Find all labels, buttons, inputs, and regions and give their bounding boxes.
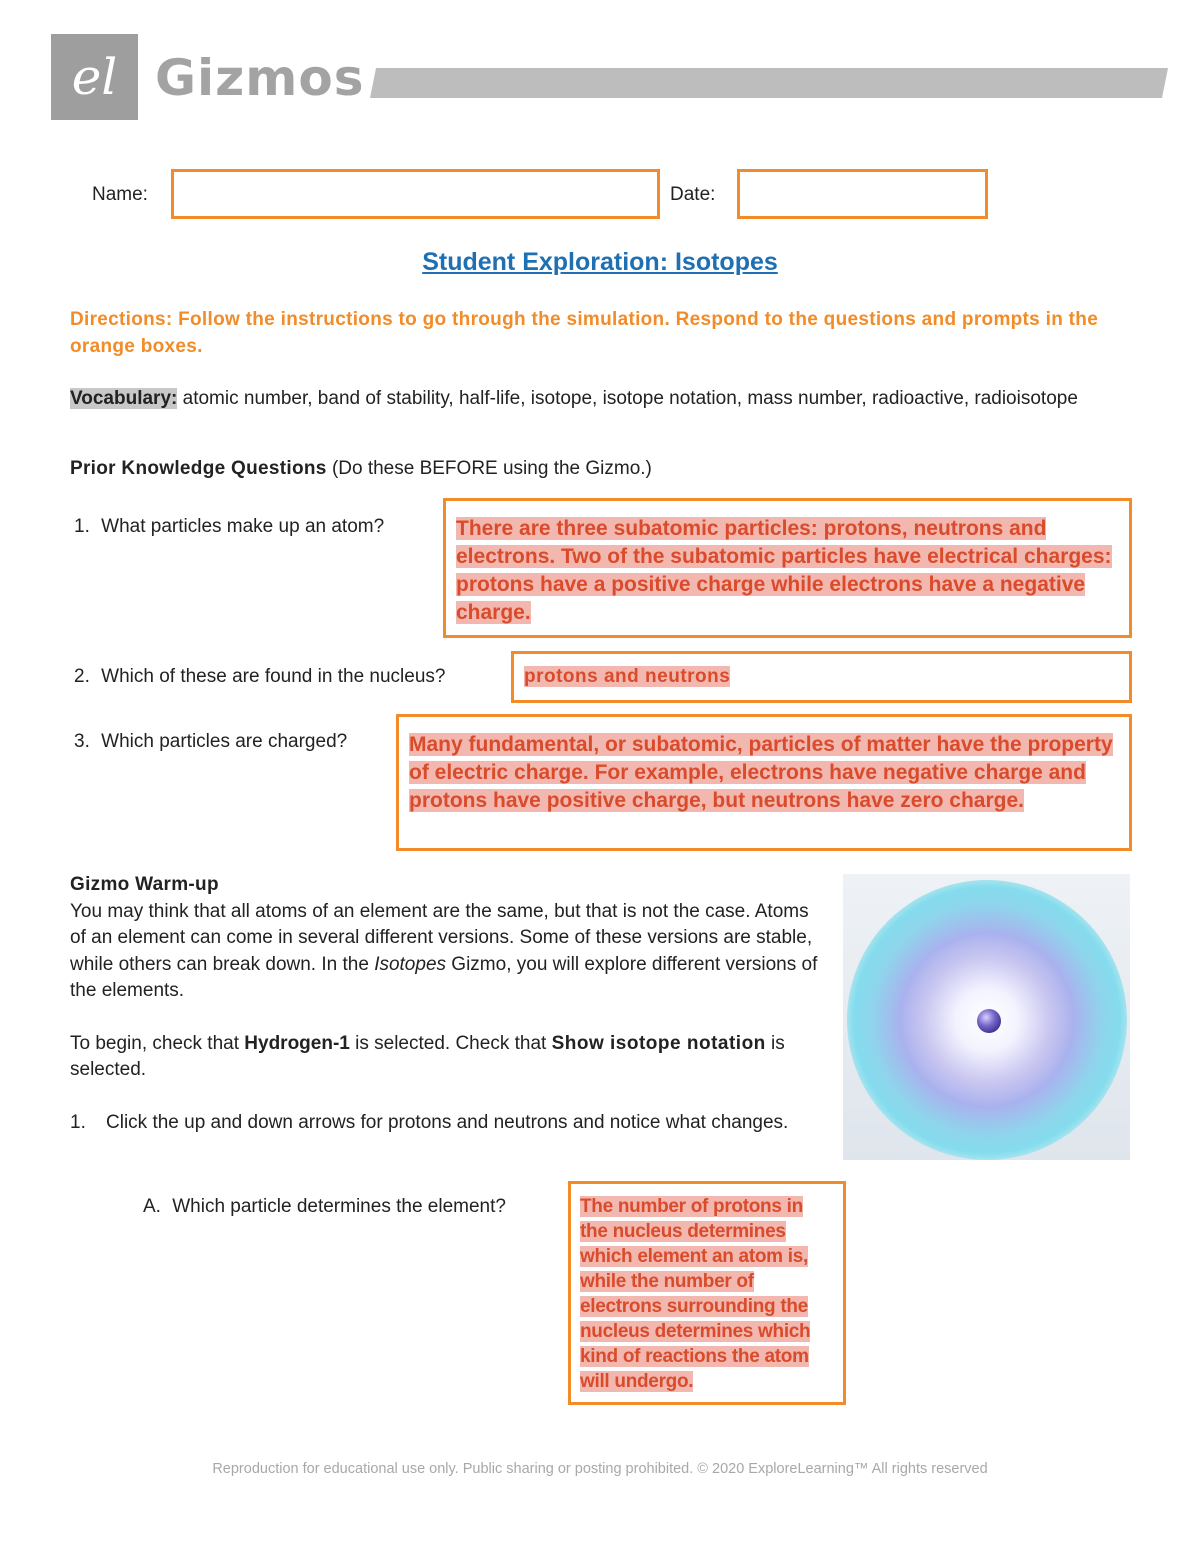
answer-text: Many fundamental, or subatomic, particles of matter have the property of electric charge. For example, electrons have negative charge and protons have positive charge, but neutrons have zero charge. xyxy=(409,733,1113,812)
question-text: Which of these are found in the nucleus? xyxy=(101,666,446,687)
answer-text: There are three subatomic particles: protons, neutrons and electrons. Two of the subatomic particles have electrical charges: protons have a positive charge while electrons have a negative charge. xyxy=(456,517,1112,624)
answer-box-3[interactable] xyxy=(396,714,1132,851)
prior-knowledge-note: (Do these BEFORE using the Gizmo.) xyxy=(331,458,652,479)
sub-letter: A. xyxy=(143,1196,161,1217)
warmup-bold: Hydrogen-1 xyxy=(244,1032,350,1054)
answer-box-2[interactable] xyxy=(511,651,1132,703)
question-2 xyxy=(74,666,445,688)
warmup-step-1 xyxy=(70,1110,820,1137)
answer-box-1[interactable] xyxy=(443,498,1132,638)
warmup-heading: Gizmo Warm-up xyxy=(70,874,219,895)
warmup-bold: Show isotope notation xyxy=(551,1032,766,1054)
question-number: 1. xyxy=(74,516,90,537)
warmup-paragraph-2 xyxy=(70,1031,820,1084)
warmup-text: is selected. Check that xyxy=(349,1032,552,1054)
answer-box-a[interactable] xyxy=(568,1181,846,1405)
page-title: Student Exploration: Isotopes xyxy=(422,248,778,276)
date-label: Date: xyxy=(670,184,716,205)
name-field[interactable] xyxy=(171,169,660,219)
question-number: 3. xyxy=(74,731,90,752)
date-field[interactable] xyxy=(737,169,988,219)
hydrogen-atom-image xyxy=(843,874,1130,1160)
footer-copyright: Reproduction for educational use only. Public sharing or posting prohibited. © 2020 ExploreLearning™ All rights reserved xyxy=(212,1461,988,1477)
vocabulary-label: Vocabulary: xyxy=(70,388,178,409)
warmup-text: is selected. xyxy=(70,1032,785,1080)
warmup-text: Gizmo, you will explore different versions of the elements. xyxy=(70,953,818,1001)
sub-question-a xyxy=(143,1196,506,1218)
step-text: Click the up and down arrows for protons and neutrons and notice what changes. xyxy=(106,1111,789,1133)
answer-text: The number of protons in the nucleus determines which element an atom is, while the number of electrons surrounding the nucleus determines which kind of reactions the atom will undergo. xyxy=(580,1196,811,1392)
explorelearning-logo xyxy=(51,34,138,120)
sub-question-text: Which particle determines the element? xyxy=(172,1196,506,1217)
warmup-section xyxy=(70,872,820,1136)
name-label: Name: xyxy=(92,184,148,205)
vocabulary-section xyxy=(70,386,1130,412)
prior-knowledge-title: Prior Knowledge Questions xyxy=(70,458,327,479)
warmup-text: You may think that all atoms of an element are the same, but that is not the case. Atoms of an element can come in several different versions. Some of these versions are stable, while others can break down. In the xyxy=(70,900,813,975)
warmup-text: To begin, check that xyxy=(70,1032,245,1054)
question-text: What particles make up an atom? xyxy=(101,516,385,537)
question-3 xyxy=(74,731,347,753)
step-number: 1. xyxy=(70,1111,86,1133)
question-number: 2. xyxy=(74,666,90,687)
prior-knowledge-heading xyxy=(70,458,652,480)
warmup-paragraph-1 xyxy=(70,899,820,1005)
gizmo-name: Isotopes xyxy=(374,953,447,975)
question-text: Which particles are charged? xyxy=(101,731,348,752)
vocabulary-terms: atomic number, band of stability, half-life, isotope, isotope notation, mass number, radioactive, radioisotope xyxy=(182,388,1078,409)
answer-text: protons and neutrons xyxy=(524,666,731,687)
header-divider-bar xyxy=(370,68,1168,98)
directions-text: Directions: Follow the instructions to go through the simulation. Respond to the questions and prompts in the orange boxes. xyxy=(70,309,1099,357)
brand-name: Gizmos xyxy=(155,49,365,107)
logo-letters: el xyxy=(71,48,118,106)
question-1 xyxy=(74,516,384,538)
